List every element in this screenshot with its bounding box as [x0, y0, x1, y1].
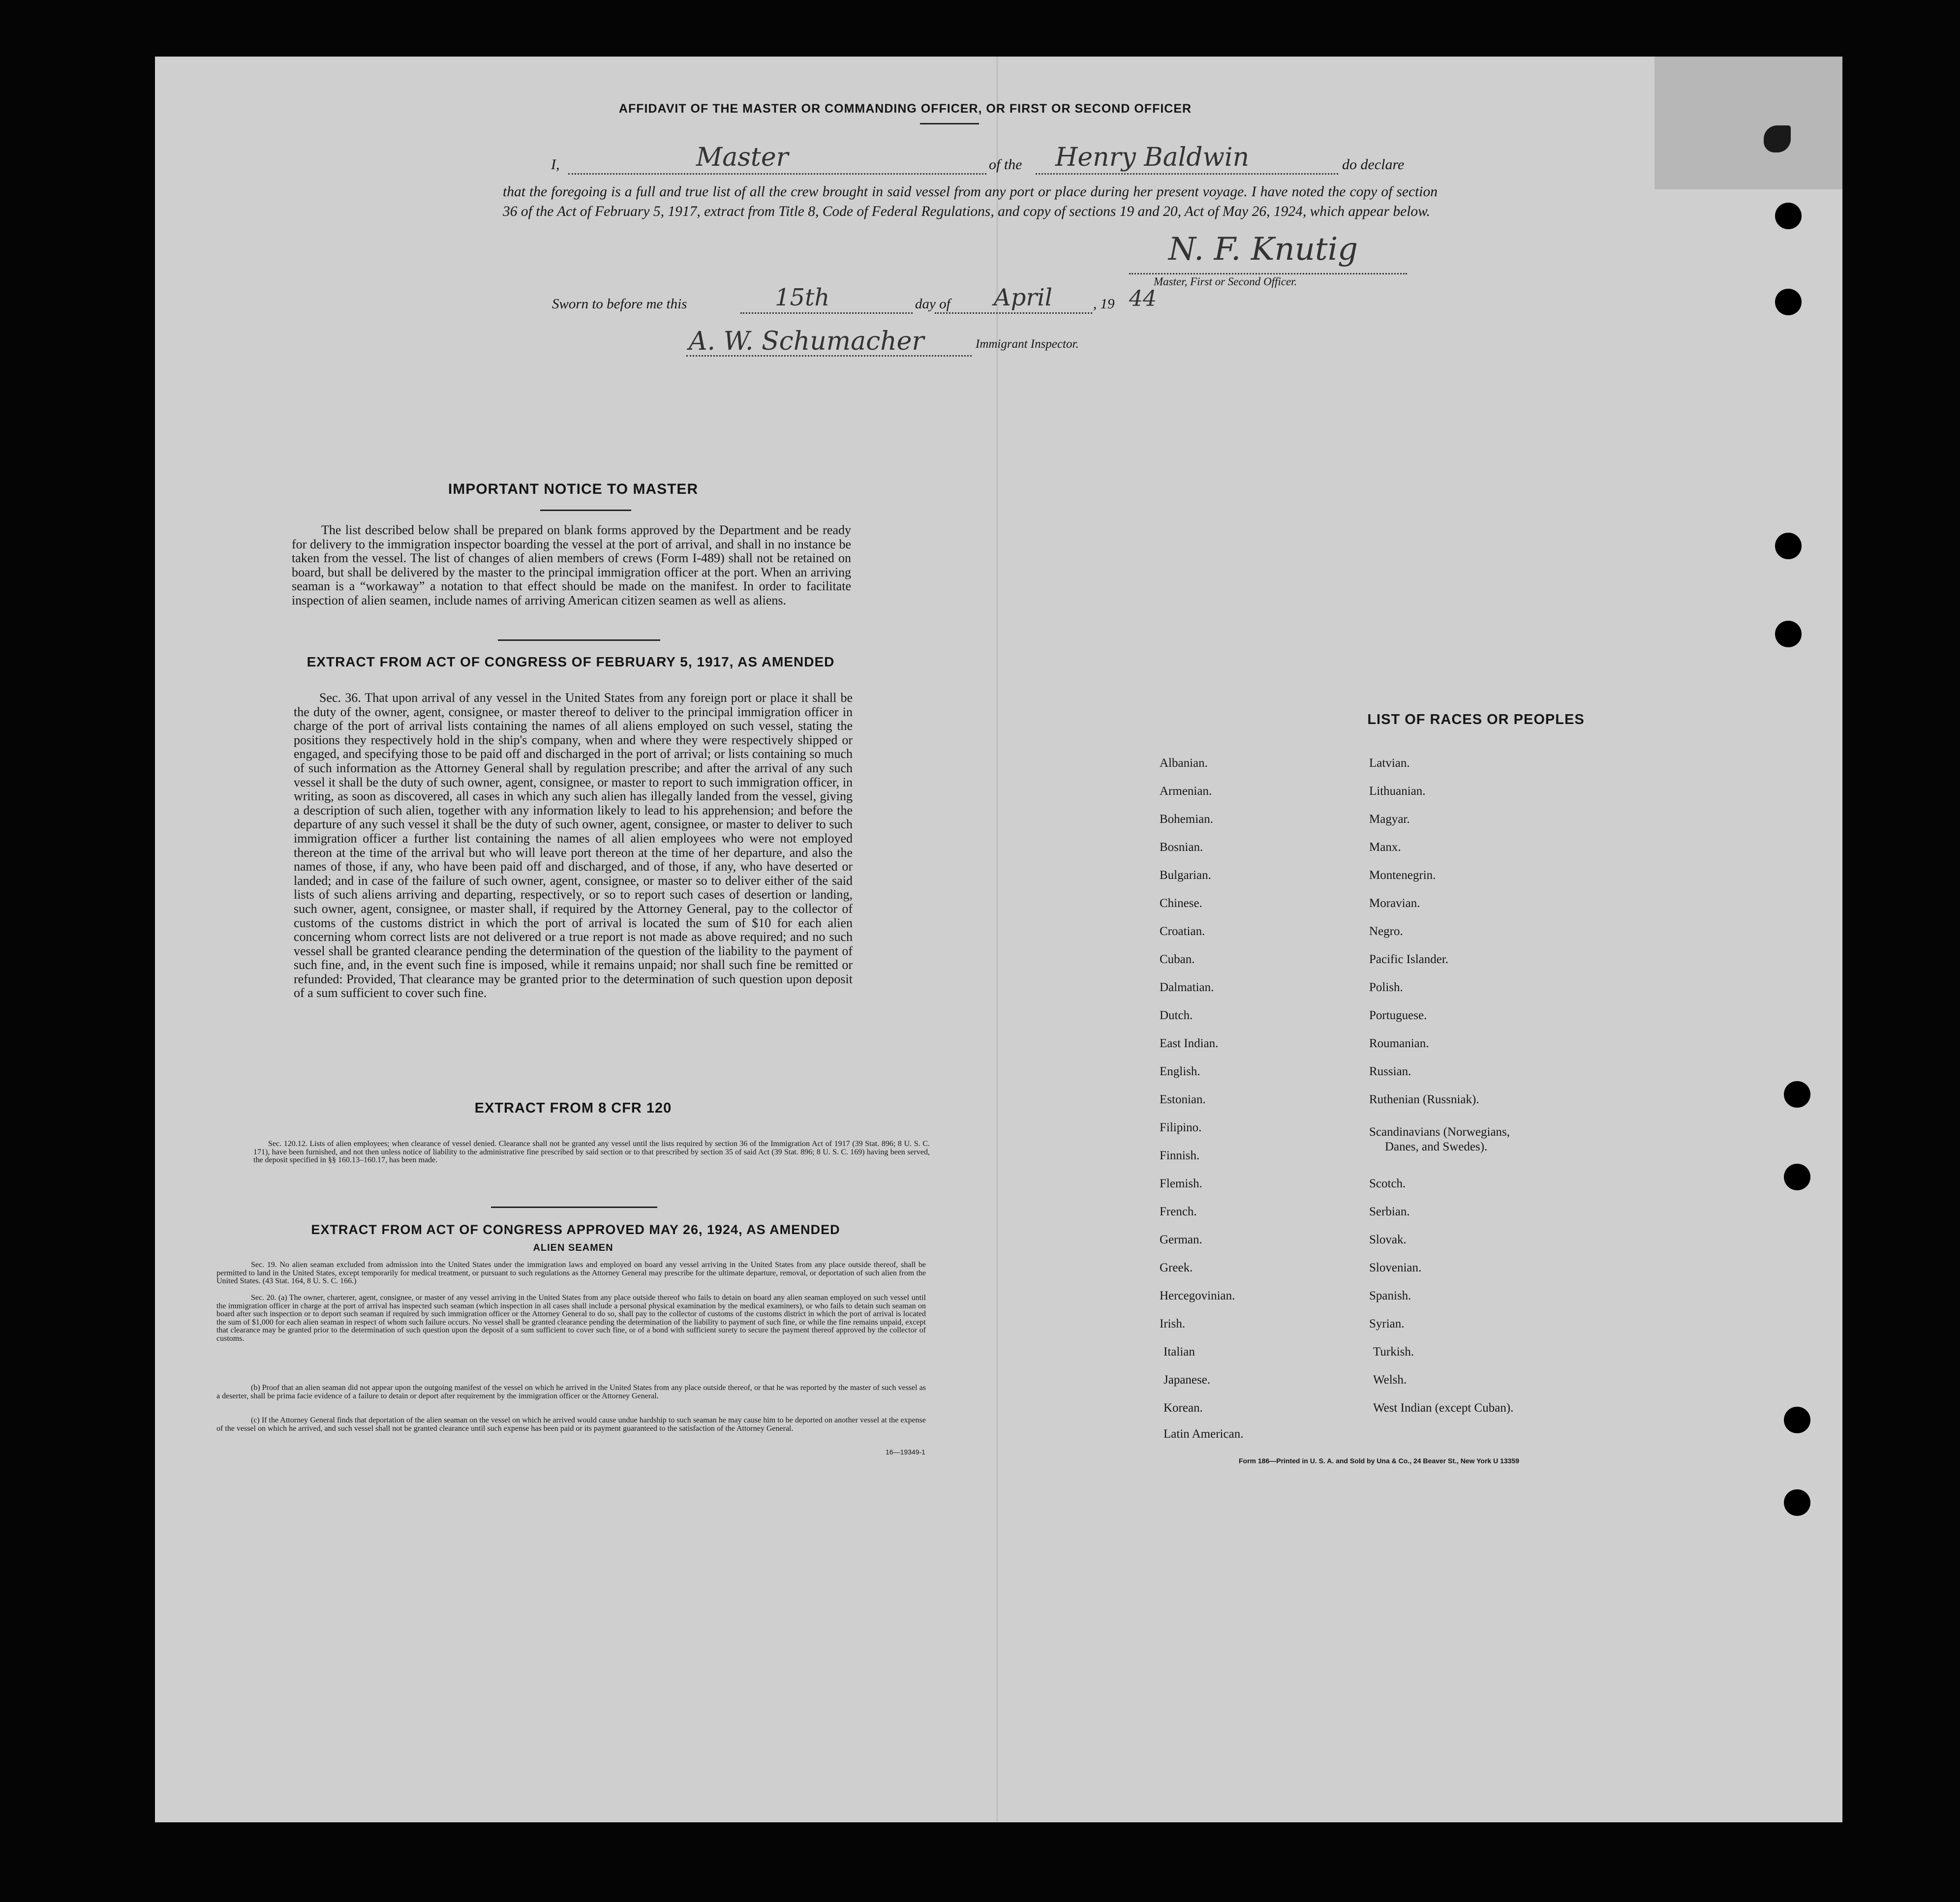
notice-rule — [540, 510, 631, 511]
form-code: 16—19349-1 — [886, 1448, 925, 1456]
binder-hole — [1775, 621, 1802, 647]
race-item: Welsh. — [1373, 1373, 1407, 1387]
year-prefix: , 19 — [1093, 296, 1115, 312]
race-item: Japanese. — [1164, 1373, 1211, 1387]
race-item: East Indian. — [1160, 1037, 1219, 1050]
vessel-handwriting: Henry Baldwin — [1055, 143, 1250, 172]
binder-hole — [1775, 203, 1802, 229]
sec20b-text: (b) Proof that an alien seaman did not appear upon the outgoing manifest of the vessel on which he arrived in the United States from any place outside thereof, or that he was reported by the master of such vessel as a deserter, shall be prima facie evidence of a failure to detain or deport after requirement by the immigration officer or the Attorney General. — [216, 1384, 926, 1400]
name-field — [568, 143, 986, 175]
officer-signature: N. F. Knutig — [1168, 231, 1358, 268]
race-item: French. — [1160, 1205, 1197, 1218]
notice-title: IMPORTANT NOTICE TO MASTER — [448, 481, 699, 497]
race-item: English. — [1160, 1065, 1200, 1078]
extract-1917-title: EXTRACT FROM ACT OF CONGRESS OF FEBRUARY 5, 1917, AS AMENDED — [306, 654, 835, 669]
officer-signature-line — [1129, 231, 1407, 274]
race-item: Russian. — [1369, 1065, 1411, 1078]
race-item: West Indian (except Cuban). — [1373, 1401, 1514, 1415]
race-item: Croatian. — [1160, 925, 1205, 938]
binder-hole — [1784, 1489, 1810, 1516]
race-item: Lithuanian. — [1369, 785, 1426, 798]
race-item: Spanish. — [1369, 1289, 1411, 1302]
day-field — [740, 284, 913, 314]
race-item: Negro. — [1369, 925, 1403, 938]
sec20a-text: Sec. 20. (a) The owner, charterer, agent, consignee, or master of any vessel arriving in the United States from any place outside thereof who fails to detain on board any alien seaman employed on such vessel until the immigration officer in charge at the port of arrival has inspected such seaman (which inspection in all cases shall include a personal physical examination by the medical examiners), or who fails to detain such seaman on board after such inspection or to deport such seaman if required by such immigration officer or the Attorney General to do so, shall pay to the collector of customs of the customs district in which the port of arrival is located the sum of $1,000 for each alien seaman in respect of whom such failure occurs. No vessel shall be granted clearance pending the determination of the liability to payment of such fine, or while the fine remains unpaid, except that clearance may be granted prior to the determination of such question upon the deposit of a sum sufficient to cover such fine, or of a bond with sufficient surety to secure the payment thereof approved by the collector of customs. — [216, 1294, 926, 1343]
race-item: Dalmatian. — [1160, 981, 1214, 994]
race-item: Moravian. — [1369, 897, 1420, 910]
month-handwriting: April — [994, 284, 1053, 311]
inspector-signature: A. W. Schumacher — [689, 327, 924, 356]
printer-footer: Form 186—Printed in U. S. A. and Sold by Una & Co., 24 Beaver St., New York U 13359 — [1239, 1457, 1520, 1465]
races-title: LIST OF RACES OR PEOPLES — [1367, 712, 1585, 727]
race-item: Hercegovinian. — [1160, 1289, 1235, 1302]
race-item: Bohemian. — [1160, 813, 1214, 826]
name-handwriting: Master — [696, 143, 789, 172]
notice-body: The list described below shall be prepared on blank forms approved by the Department and be ready for delivery to the immigration inspector boarding the vessel at the port of arrival, and shall in no instance be taken from the vessel. The list of changes of alien members of crews (Form I-489) shall not be retained on board, but shall be delivered by the master to the principal immigration officer at the port. When an arriving seaman is a “workaway” a notation to that effect should be made on the manifest. In order to facilitate inspection of alien seamen, include names of arriving American citizen seamen as well as aliens. — [292, 523, 851, 607]
extract-1917-body: Sec. 36. That upon arrival of any vessel in the United States from any foreign port or place it shall be the duty of the owner, agent, consignee, or master thereof to deliver to the principal immigration officer in charge of the port of arrival lists containing the names of all aliens employed on such vessel, stating the positions they respectively hold in the ship's company, when and where they were respectively shipped or engaged, and specifying those to be paid off and discharged in the port of arrival; or lists containing so much of such information as the Attorney General shall by regulation prescribe; and after the arrival of any such vessel it shall be the duty of such owner, agent, consignee, or master to report to such immigration officer, in writing, as soon as discovered, all cases in which any such alien has illegally landed from the vessel, giving a description of such alien, together with any information likely to lead to his apprehension; and before the departure of any such vessel it shall be the duty of such owner, agent, consignee, or master to deliver to such immigration officer a further list containing the names of all alien employees who were not employed thereon at the time of the arrival but who will leave port thereon at the time of her departure, and also the names of those, if any, who have been paid off and discharged, and of those, if any, who have deserted or landed; and in case of the failure of such owner, agent, consignee, or master so to deliver either of the said lists of such aliens arriving and departing, respectively, or so to report such cases of desertion or landing, such owner, agent, consignee, or master shall, if required by the Attorney General, pay to the collector of customs of the customs district in which the port of arrival is located the sum of $10 for each alien concerning whom correct lists are not delivered or a true report is not made as above required; and no such vessel shall be granted clearance pending the determination of the question of the liability to the payment of such fine, and, in the event such fine is imposed, while it remains unpaid; nor shall such fine be remitted or refunded: Provided, That clearance may be granted prior to the determination of such question upon deposit of a sum sufficient to cover such fine. — [294, 691, 853, 1000]
race-item: Greek. — [1160, 1261, 1193, 1274]
race-item: Turkish. — [1373, 1345, 1414, 1359]
race-item: Bulgarian. — [1160, 869, 1211, 882]
sec20c-text: (c) If the Attorney General finds that deportation of the alien seaman on the vessel on which he arrived would cause undue hardship to such seaman he may cause him to be deported on another vessel at the expense of the vessel on which he arrived, and such vessel shall not be granted clearance until such expense has been paid or its payment guaranteed to the satisfaction of the Attorney General. — [216, 1416, 926, 1433]
race-item: Polish. — [1369, 981, 1403, 994]
race-item: Bosnian. — [1160, 841, 1203, 854]
race-item: Scandinavians (Norwegians, — [1369, 1125, 1510, 1139]
torn-corner — [1654, 57, 1842, 189]
race-item: Filipino. — [1160, 1121, 1202, 1134]
race-item: Danes, and Swedes). — [1385, 1140, 1488, 1153]
race-item: Cuban. — [1160, 953, 1195, 966]
binder-hole — [1784, 1081, 1810, 1108]
cfr-body: Sec. 120.12. Lists of alien employees; when clearance of vessel denied. Clearance shall not be granted any vessel until the lists required by section 36 of the Immigration Act of 1917 (39 Stat. 896; 8 U. S. C. 171), have been furnished, and not then unless notice of liability to the administrative fine prescribed by said section or to that prescribed by section 35 of said Act (39 Stat. 896; 8 U. S. C. 169) having been served, the deposit specified in §§ 160.13–160.17, has been made. — [253, 1140, 930, 1164]
officer-caption: Master, First or Second Officer. — [1154, 275, 1297, 288]
binder-hole — [1784, 1164, 1810, 1190]
notice-end-rule — [498, 639, 660, 641]
race-item: Manx. — [1369, 841, 1401, 854]
race-item: Estonian. — [1160, 1093, 1206, 1106]
vessel-field — [1036, 143, 1338, 175]
affidavit-body: that the foregoing is a full and true list of all the crew brought in said vessel from any port or place during her present voyage. I have noted the copy of section 36 of the Act of February 5, 1917, extract from Title 8, Code of Federal Regulations, and copy of sections 19 and 20, Act of May 26, 1924, which appear below. — [503, 184, 1438, 219]
race-item: Albanian. — [1160, 756, 1208, 770]
race-item: German. — [1160, 1233, 1202, 1246]
race-item: Portuguese. — [1369, 1009, 1427, 1022]
race-item: Pacific Islander. — [1369, 953, 1449, 966]
race-item: Roumanian. — [1369, 1037, 1429, 1050]
race-item: Slovenian. — [1369, 1261, 1422, 1274]
extract-1924-subtitle: ALIEN SEAMEN — [533, 1242, 613, 1253]
of-the-label: of the — [989, 156, 1022, 173]
day-handwriting: 15th — [775, 284, 830, 311]
race-item: Irish. — [1160, 1317, 1186, 1330]
torn-hole — [1764, 125, 1791, 152]
inspector-signature-line — [686, 329, 972, 357]
title-rule — [920, 123, 979, 124]
race-item: Montenegrin. — [1369, 869, 1436, 882]
cfr-title: EXTRACT FROM 8 CFR 120 — [474, 1100, 672, 1116]
binder-hole — [1775, 289, 1802, 315]
affidavit-title: AFFIDAVIT OF THE MASTER OR COMMANDING OFFICER, OR FIRST OR SECOND OFFICER — [618, 102, 1192, 116]
race-item: Latvian. — [1369, 756, 1410, 770]
race-item: Italian — [1164, 1345, 1195, 1359]
sec19-text: Sec. 19. No alien seaman excluded from admission into the United States under the immigration laws and employed on board any vessel arriving in the United States from any place outside thereof, shall be permitted to land in the United States, except temporarily for medical treatment, or pursuant to such regulations as the Attorney General may prescribe for the ultimate departure, removal, or deportation of such alien from the United States. (43 Stat. 164, 8 U. S. C. 166.) — [216, 1261, 926, 1285]
extract-1924-title: EXTRACT FROM ACT OF CONGRESS APPROVED MAY 26, 1924, AS AMENDED — [311, 1222, 840, 1237]
fold-crease — [996, 57, 998, 1822]
affidavit-i: I, — [551, 156, 560, 173]
cfr-end-rule — [491, 1207, 657, 1208]
race-item: Chinese. — [1160, 897, 1202, 910]
month-field — [935, 284, 1092, 314]
binder-hole — [1775, 533, 1802, 559]
race-item: Flemish. — [1160, 1177, 1202, 1190]
race-item: Finnish. — [1160, 1149, 1200, 1162]
inspector-caption: Immigrant Inspector. — [976, 337, 1079, 351]
race-item: Slovak. — [1369, 1233, 1407, 1246]
sworn-label: Sworn to before me this — [552, 296, 687, 312]
declare-label: do declare — [1342, 156, 1405, 173]
race-item: Dutch. — [1160, 1009, 1193, 1022]
race-item: Serbian. — [1369, 1205, 1410, 1218]
race-item: Syrian. — [1369, 1317, 1405, 1330]
race-item: Magyar. — [1369, 813, 1410, 826]
race-item: Latin American. — [1164, 1427, 1244, 1441]
race-item: Ruthenian (Russniak). — [1369, 1093, 1479, 1106]
race-item: Korean. — [1164, 1401, 1203, 1415]
binder-hole — [1784, 1407, 1810, 1433]
race-item: Scotch. — [1369, 1177, 1406, 1190]
year-handwriting: 44 — [1129, 286, 1157, 311]
day-of-label: day of — [915, 296, 950, 312]
race-item: Armenian. — [1160, 785, 1212, 798]
